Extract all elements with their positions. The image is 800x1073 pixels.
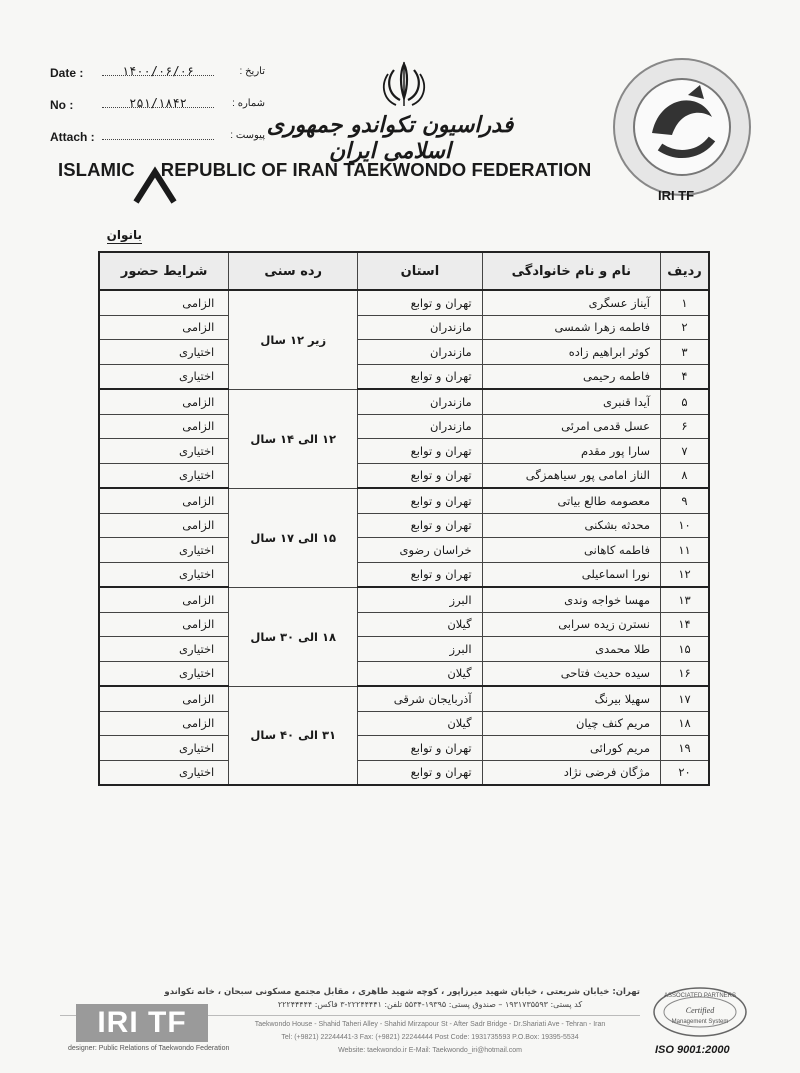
athlete-province: مازندران (358, 389, 482, 414)
athlete-province: گیلان (358, 711, 482, 736)
date-value: ۱۴۰۰/۰۶/۰۶ (121, 64, 195, 78)
row-number: ۱۱ (661, 538, 709, 563)
age-group-cell: ۱۵ الی ۱۷ سال (229, 488, 358, 587)
footer-address-en-2: Tel: (+9821) 22244441-3 Fax: (+9821) 22244444 Post Code: 1931735593 P.O.Box: 19395-5534 (281, 1034, 579, 1041)
row-number: ۶ (661, 414, 709, 439)
attendance-condition: الزامی (99, 488, 229, 513)
athlete-name: مریم کنف چیان (482, 711, 660, 736)
attendance-condition: اختیاری (99, 538, 229, 563)
footer-logo-caption: designer: Public Relations of Taekwondo Federation (68, 1045, 230, 1052)
footer-address-en-1: Taekwondo House - Shahid Taheri Alley - Shahid Mirzapour St - After Sadr Bridge - Dr.Shariati Ave - Tehran - Iran (254, 1021, 606, 1028)
row-number: ۲۰ (661, 760, 709, 785)
athlete-name: نورا اسماعیلی (482, 562, 660, 587)
number-label-fa: شماره : (232, 98, 265, 109)
athlete-province: تهران و توابع (358, 463, 482, 488)
table-row (99, 686, 709, 711)
table-row (99, 513, 709, 538)
header-condition: شرایط حضور (99, 252, 229, 290)
athlete-name: مژگان فرضی نژاد (482, 760, 660, 785)
table-row (99, 488, 709, 513)
attendance-condition: الزامی (99, 513, 229, 538)
attendance-condition: اختیاری (99, 637, 229, 662)
athlete-province: البرز (358, 637, 482, 662)
attendance-condition: اختیاری (99, 760, 229, 785)
row-number: ۱۷ (661, 686, 709, 711)
row-number: ۱۶ (661, 661, 709, 686)
number-label: No : (50, 98, 74, 112)
federation-title-fa: فدراسیون تکواندو جمهوری اسلامی ایران (266, 112, 514, 164)
attendance-condition: اختیاری (99, 562, 229, 587)
attendance-condition: الزامی (99, 612, 229, 637)
attendance-condition: الزامی (99, 686, 229, 711)
athlete-province: گیلان (358, 612, 482, 637)
athlete-name: الناز امامی پور سیاهمزگی (482, 463, 660, 488)
athlete-roster-table (98, 251, 710, 786)
attendance-condition: اختیاری (99, 661, 229, 686)
table-row (99, 562, 709, 587)
footer-logo: IRI TF (76, 1004, 208, 1042)
header-province: استان (358, 252, 482, 290)
athlete-province: تهران و توابع (358, 439, 482, 464)
athlete-province: تهران و توابع (358, 513, 482, 538)
header-row-number: ردیف (661, 252, 709, 290)
athlete-name: طلا محمدی (482, 637, 660, 662)
table-row (99, 612, 709, 637)
athlete-province: تهران و توابع (358, 760, 482, 785)
attendance-condition: الزامی (99, 711, 229, 736)
athlete-name: سهیلا بیرنگ (482, 686, 660, 711)
logo-brand-text: IRI TF (658, 188, 695, 203)
table-row (99, 389, 709, 414)
date-label: Date : (50, 66, 84, 80)
table-row (99, 587, 709, 612)
athlete-province: البرز (358, 587, 482, 612)
row-number: ۱۸ (661, 711, 709, 736)
row-number: ۱ (661, 290, 709, 315)
seal-bottom-text: Management System (671, 1019, 729, 1025)
age-group-cell: ۱۸ الی ۳۰ سال (229, 587, 358, 686)
athlete-name: سیده حدیث فتاحی (482, 661, 660, 686)
attendance-condition: اختیاری (99, 340, 229, 365)
title-en-part-1: ISLAMIC (58, 159, 135, 180)
table-row (99, 661, 709, 686)
table-header-row (99, 252, 709, 290)
table-row (99, 340, 709, 365)
athlete-province: گیلان (358, 661, 482, 686)
age-group-cell: زیر ۱۲ سال (229, 290, 358, 389)
attendance-condition: الزامی (99, 389, 229, 414)
attendance-condition: اختیاری (99, 439, 229, 464)
athlete-name: آیناز عسگری (482, 290, 660, 315)
row-number: ۳ (661, 340, 709, 365)
table-row (99, 364, 709, 389)
attendance-condition: اختیاری (99, 736, 229, 761)
table-row (99, 463, 709, 488)
attendance-condition: اختیاری (99, 463, 229, 488)
table-row (99, 538, 709, 563)
athlete-province: تهران و توابع (358, 290, 482, 315)
athlete-province: مازندران (358, 340, 482, 365)
row-number: ۱۵ (661, 637, 709, 662)
athlete-province: خراسان رضوی (358, 538, 482, 563)
athlete-name: مریم کورائی (482, 736, 660, 761)
table-row (99, 315, 709, 340)
footer-address-fa-2: کد پستی: ۱۹۳۱۷۳۵۵۹۳ – صندوق پستی: ۱۹۳۹۵-۵۵۳۴ تلفن: ۲۲۲۴۴۴۴۱-۳ فاکس: ۲۲۲۴۴۴۴۴ (277, 1000, 583, 1009)
row-number: ۵ (661, 389, 709, 414)
iso-certification: ISO 9001:2000 (655, 1044, 730, 1056)
age-group-cell: ۱۲ الی ۱۴ سال (229, 389, 358, 488)
title-en-part-2: REPUBLIC OF IRAN TAEKWONDO FEDERATION (160, 159, 592, 180)
table-row (99, 736, 709, 761)
table-row (99, 760, 709, 785)
row-number: ۸ (661, 463, 709, 488)
athlete-name: فاطمه رحیمی (482, 364, 660, 389)
row-number: ۱۹ (661, 736, 709, 761)
age-group-cell: ۳۱ الی ۴۰ سال (229, 686, 358, 785)
table-body (99, 290, 709, 785)
seal-mid-text: Certified (685, 1006, 715, 1015)
row-number: ۲ (661, 315, 709, 340)
attendance-condition: الزامی (99, 587, 229, 612)
athlete-name: مهسا خواجه وندی (482, 587, 660, 612)
table-row (99, 711, 709, 736)
table-row (99, 637, 709, 662)
attach-label: Attach : (50, 130, 95, 144)
athlete-name: کوثر ابراهیم زاده (482, 340, 660, 365)
row-number: ۱۲ (661, 562, 709, 587)
footer-address-fa-1: تهران: خیابان شریعتی ، خیابان شهید میرزاپور ، کوچه شهید طاهری ، مقابل مجتمع مسکونی سبحان ، خانه تکواندو (164, 987, 640, 997)
row-number: ۱۳ (661, 587, 709, 612)
attendance-condition: الزامی (99, 414, 229, 439)
chevron-mark-icon (130, 162, 180, 206)
athlete-province: مازندران (358, 315, 482, 340)
attendance-condition: الزامی (99, 315, 229, 340)
table-row (99, 414, 709, 439)
row-number: ۱۴ (661, 612, 709, 637)
athlete-province: تهران و توابع (358, 736, 482, 761)
row-number: ۹ (661, 488, 709, 513)
athlete-name: فاطمه زهرا شمسی (482, 315, 660, 340)
row-number: ۴ (661, 364, 709, 389)
athlete-province: تهران و توابع (358, 562, 482, 587)
row-number: ۱۰ (661, 513, 709, 538)
athlete-name: معصومه طالع بیاتی (482, 488, 660, 513)
header-name: نام و نام خانوادگی (482, 252, 660, 290)
athlete-name: نسترن زیده سرابی (482, 612, 660, 637)
date-label-fa: تاریخ : (239, 66, 265, 77)
table-row (99, 439, 709, 464)
national-emblem-icon (378, 60, 430, 110)
seal-top-text: ASSOCIATED PARTNERS (663, 993, 737, 999)
athlete-name: آیدا قنبری (482, 389, 660, 414)
row-number: ۷ (661, 439, 709, 464)
footer-address-en-3: Website: taekwondo.ir E-Mail: Taekwondo_iri@hotmail.com (338, 1047, 522, 1054)
athlete-province: تهران و توابع (358, 364, 482, 389)
table-row (99, 290, 709, 315)
attendance-condition: اختیاری (99, 364, 229, 389)
athlete-name: سارا پور مقدم (482, 439, 660, 464)
section-label: بانوان (106, 228, 142, 242)
header-age-group: رده سنی (229, 252, 358, 290)
date-row (50, 66, 265, 98)
athlete-name: فاطمه کاهانی (482, 538, 660, 563)
attach-label-fa: پیوست : (230, 130, 265, 141)
number-value: ۲۵۱/۱۸۴۲ (129, 96, 187, 110)
athlete-name: عسل قدمی امرئی (482, 414, 660, 439)
athlete-province: تهران و توابع (358, 488, 482, 513)
athlete-province: آذربایجان شرقی (358, 686, 482, 711)
certification-seal-icon (650, 985, 750, 1040)
athlete-province: مازندران (358, 414, 482, 439)
federation-logo (600, 55, 765, 215)
athlete-name: محدثه بشکنی (482, 513, 660, 538)
attendance-condition: الزامی (99, 290, 229, 315)
